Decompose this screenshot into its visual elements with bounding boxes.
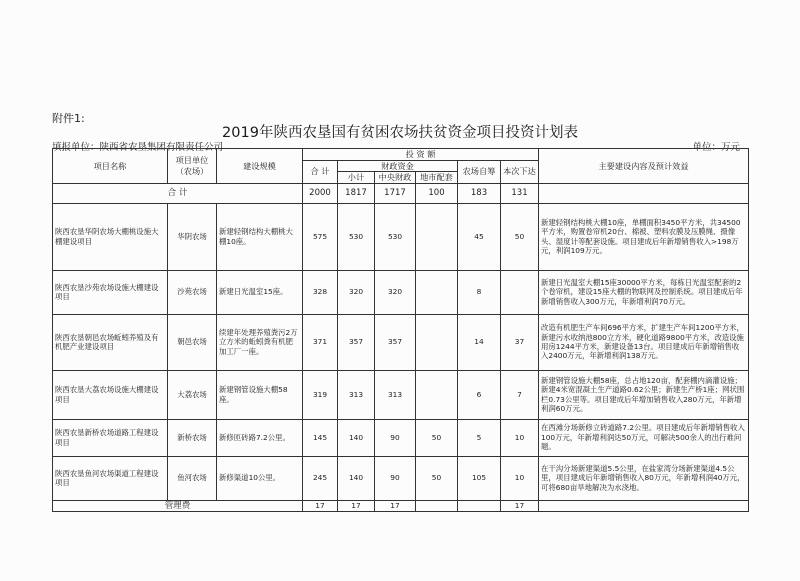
row-project-name: 陕西农垦大荔农场设施大棚建设项目 — [53, 370, 168, 419]
row-total: 328 — [303, 270, 338, 314]
totals-content — [539, 183, 749, 203]
row-project-name: 陕西农垦新桥农场道路工程建设项目 — [53, 419, 168, 456]
mgmt-central: 17 — [375, 500, 416, 512]
totals-total: 2000 — [303, 183, 338, 203]
attachment-label: 附件1: — [52, 112, 85, 125]
row-total: 319 — [303, 370, 338, 419]
row-content: 新建日光温室大棚15座30000平方米，每栋日光温室配套的2个卷帘机，建设15座大棚的物联网及控制系统。项目建成后年新增销售收入300万元，年新增利润70万元。 — [539, 270, 749, 314]
totals-current: 131 — [501, 183, 539, 203]
row-self: 45 — [458, 203, 501, 270]
mgmt-fee-row — [53, 500, 749, 512]
row-project-name: 陕西农垦华阴农场大棚桃设施大棚建设项目 — [53, 203, 168, 270]
row-current: 10 — [501, 419, 539, 456]
row-subtotal: 530 — [338, 203, 375, 270]
row-local — [416, 314, 458, 370]
row-central: 357 — [375, 314, 416, 370]
row-project-name: 陕西农垦鱼河农场渠道工程建设项目 — [53, 456, 168, 500]
row-current: 37 — [501, 314, 539, 370]
row-current: 50 — [501, 203, 539, 270]
row-self: 105 — [458, 456, 501, 500]
header-local: 地市配套 — [416, 172, 458, 184]
row-central: 90 — [375, 456, 416, 500]
row-scale: 新修渠道10公里。 — [217, 456, 303, 500]
row-subtotal: 357 — [338, 314, 375, 370]
row-content: 新建钢管设施大棚58座，总占地120亩，配套棚内滴灌设施；新建4米宽混凝土生产道路0.62公里；新建生产桥1座；网状围栏0.73公里等。项目建成后年增加销售收入280万元，年新增利润60万元。 — [539, 370, 749, 419]
row-self: 5 — [458, 419, 501, 456]
totals-row — [53, 183, 749, 203]
table-row — [53, 419, 749, 456]
row-project-unit: 鱼河农场 — [168, 456, 217, 500]
row-total: 371 — [303, 314, 338, 370]
header-investment: 投 资 额 — [303, 149, 539, 161]
table-row — [53, 270, 749, 314]
row-local — [416, 370, 458, 419]
row-content: 新建轻钢结构桃大棚10座，单棚面积3450平方米，共34500平方米，购置卷帘机20台、棉被、塑料农膜及压膜绳、摄像头、湿度计等配套设施。项目建成后年新增销售收入>198万元，利润109万元。 — [539, 203, 749, 270]
row-local: 50 — [416, 456, 458, 500]
row-project-unit: 朝邑农场 — [168, 314, 217, 370]
row-project-unit: 新桥农场 — [168, 419, 217, 456]
row-total: 575 — [303, 203, 338, 270]
header-fiscal: 财政资金 — [338, 160, 458, 172]
investment-plan-table — [52, 148, 749, 512]
row-content: 改造有机肥生产车间696平方米，扩建生产车间1200平方米，新建污水收纳池800立方米，硬化道路9800平方米，改造设施用房1244平方米，新建设备13台。项目建成后年新增销售收入2400万元，年新增利润138万元。 — [539, 314, 749, 370]
row-central: 90 — [375, 419, 416, 456]
row-self: 14 — [458, 314, 501, 370]
row-central: 313 — [375, 370, 416, 419]
row-subtotal: 313 — [338, 370, 375, 419]
header-content: 主要建设内容及预计效益 — [539, 149, 749, 184]
filler-unit: 填报单位：陕西省农垦集团有限责任公司 — [52, 142, 224, 153]
row-self: 6 — [458, 370, 501, 419]
row-local: 50 — [416, 419, 458, 456]
header-project-name: 项目名称 — [53, 149, 168, 184]
row-subtotal: 140 — [338, 456, 375, 500]
header-project-unit: 项目单位（农场） — [168, 149, 217, 184]
row-local — [416, 203, 458, 270]
row-total: 145 — [303, 419, 338, 456]
mgmt-local — [416, 500, 458, 512]
row-scale: 新建轻钢结构大棚桃大棚10座。 — [217, 203, 303, 270]
document-title: 2019年陕西农垦国有贫困农场扶贫资金项目投资计划表 — [222, 125, 578, 141]
row-scale: 新建日光温室15座。 — [217, 270, 303, 314]
mgmt-label: 管理费 — [53, 500, 303, 512]
row-self: 8 — [458, 270, 501, 314]
row-project-name: 陕西农垦沙苑农场设施大棚建设项目 — [53, 270, 168, 314]
mgmt-current: 17 — [501, 500, 539, 512]
row-total: 245 — [303, 456, 338, 500]
table-row — [53, 203, 749, 270]
row-project-name: 陕西农垦朝邑农场蚯蚓养殖及有机肥产业建设项目 — [53, 314, 168, 370]
header-current: 本次下达 — [501, 160, 539, 183]
table-row — [53, 314, 749, 370]
mgmt-content — [539, 500, 749, 512]
table-row — [53, 456, 749, 500]
mgmt-subtotal: 17 — [338, 500, 375, 512]
table-row — [53, 370, 749, 419]
totals-label: 合 计 — [53, 183, 303, 203]
row-current — [501, 270, 539, 314]
row-scale: 新修匝砖路7.2公里。 — [217, 419, 303, 456]
row-project-unit: 沙苑农场 — [168, 270, 217, 314]
row-central: 320 — [375, 270, 416, 314]
totals-central: 1717 — [375, 183, 416, 203]
row-subtotal: 140 — [338, 419, 375, 456]
row-scale: 续建年处理养殖粪污2万立方米的蚯蚓粪有机肥加工厂一座。 — [217, 314, 303, 370]
row-central: 530 — [375, 203, 416, 270]
row-content: 在干沟分场新建渠道5.5公里，在盐家湾分场新建渠道4.5公里，项目建成后年新增销售收入80万元，年新增利润40万元，可将680亩旱地解决为水浇地。 — [539, 456, 749, 500]
mgmt-total: 17 — [303, 500, 338, 512]
row-project-unit: 华阴农场 — [168, 203, 217, 270]
totals-local: 100 — [416, 183, 458, 203]
totals-subtotal: 1817 — [338, 183, 375, 203]
header-central: 中央财政 — [375, 172, 416, 184]
header-subtotal: 小计 — [338, 172, 375, 184]
row-project-unit: 大荔农场 — [168, 370, 217, 419]
mgmt-self — [458, 500, 501, 512]
row-scale: 新建钢管设施大棚58座。 — [217, 370, 303, 419]
row-subtotal: 320 — [338, 270, 375, 314]
totals-self: 183 — [458, 183, 501, 203]
currency-unit: 单位：万元 — [692, 142, 740, 153]
header-scale: 建设规模 — [217, 149, 303, 184]
row-current: 7 — [501, 370, 539, 419]
header-total: 合 计 — [303, 160, 338, 183]
row-content: 在西滩分场新修立砖道路7.2公里。项目建成后年新增销售收入100万元，年新增利润达50万元，可解决500余人的出行难问题。 — [539, 419, 749, 456]
header-self-funded: 农场自筹 — [458, 160, 501, 183]
row-current: 10 — [501, 456, 539, 500]
row-local — [416, 270, 458, 314]
